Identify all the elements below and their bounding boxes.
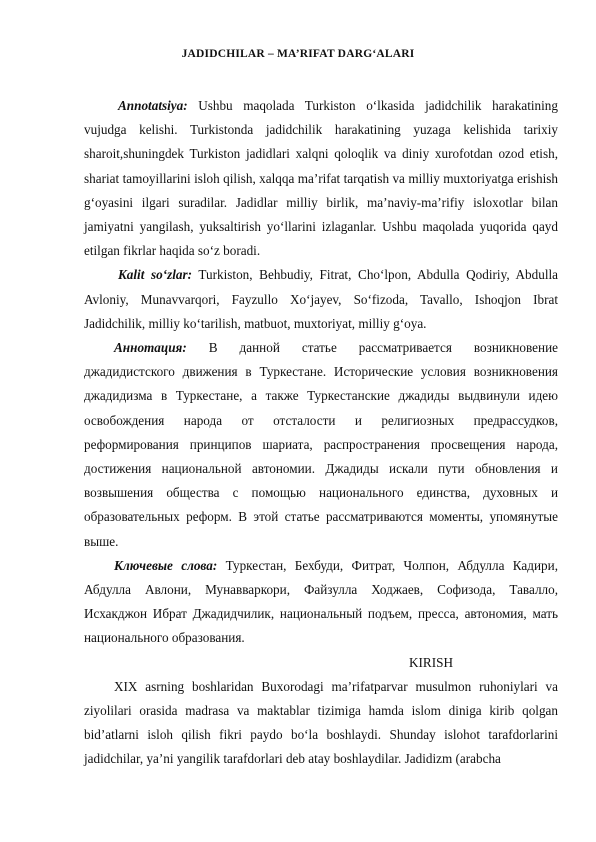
section-heading-row — [84, 651, 558, 675]
keywords-ru-paragraph — [84, 554, 558, 651]
keywords-ru-text: Туркестан, Бехбуди, Фитрат, Чолпон, Абдулла Кадири, Абдулла Авлони, Мунавваркори, Файзулла Ходжаев, Софизода, Тавалло, Исхакджон Ибрат Джадидчилик, национальный подъем, пресса, автономия, мать национального образования. — [84, 557, 558, 646]
annotation-ru-text: В данной статье рассматривается возникновение джадидистского движения в Туркестане. Исторические условия возникновения джадидизма в Туркестане, а также Туркестанские джадиды выдвинули идею освобождения народа от отсталости и религиозных предрассудков, реформирования принципов шариата, распространения просвещения народа, достижения национальной автономии. Джадиды искали пути обновления и возвышения общества с помощью национального единства, духовных и образовательных реформ. В этой статье рассматриваются моменты, упомянутые выше. — [84, 340, 558, 549]
paper-title: JADIDCHILAR – MA’RIFAT DARG‘ALARI — [181, 48, 415, 60]
intro-paragraph: XIX asrning boshlaridan Buxorodagi ma’rifatparvar musulmon ruhoniylari va ziyolilari orasida madrasa va maktablar tizimiga hamda islom diniga kirib qolgan bid’atlarni isloh qilish fikri paydo bo‘la boshlaydi. Shunday islohot tarafdorlarini jadidchilar, ya’ni yangilik tarafdorlari deb atay boshlaydilar. Jadidizm (arabcha — [84, 678, 558, 767]
section-heading: KIRISH — [409, 654, 453, 670]
annotation-ru-paragraph — [84, 336, 558, 554]
keywords-uz-text: Turkiston, Behbudiy, Fitrat, Cho‘lpon, Abdulla Qodiriy, Abdulla Avloniy, Munavvarqori, Fayzullo Xo‘jayev, So‘fizoda, Tavallo, Ishoqjon Ibrat Jadidchilik, milliy ko‘tarilish, matbuot, muxtoriyat, milliy g‘oya. — [84, 267, 558, 331]
keywords-ru-label: Ключевые слова: — [114, 557, 218, 573]
annotation-uz-label: Annotatsiya: — [118, 98, 188, 113]
annotation-uz-text: Ushbu maqolada Turkiston o‘lkasida jadidchilik harakatining vujudga kelishi. Turkistonda jadidchilik harakatining yuzaga kelishida tarixiy sharoit,shuningdek Turkiston jadidlari xalqni qoloqlik va diniy xurofotdan ozod etish, shariat tamoyillarini isloh qilish, xalqqa ma’rifat tarqatish va milliy muxtoriyatga erishish g‘oyasini ilgari suradilar. Jadidlar milliy birlik, ma’naviy-ma’rifiy isloxotlar bilan jamiyatni yangilash, yuksaltirish yo‘llarini izlaganlar. Ushbu maqolada yuqorida qayd etilgan fikrlar haqida so‘z boradi. — [84, 98, 558, 259]
paper-body — [84, 94, 558, 772]
keywords-uz-paragraph — [84, 263, 558, 336]
annotation-uz-paragraph — [84, 94, 558, 263]
keywords-uz-label: Kalit so‘zlar: — [118, 267, 193, 283]
annotation-ru-label: Аннотация: — [114, 340, 187, 356]
